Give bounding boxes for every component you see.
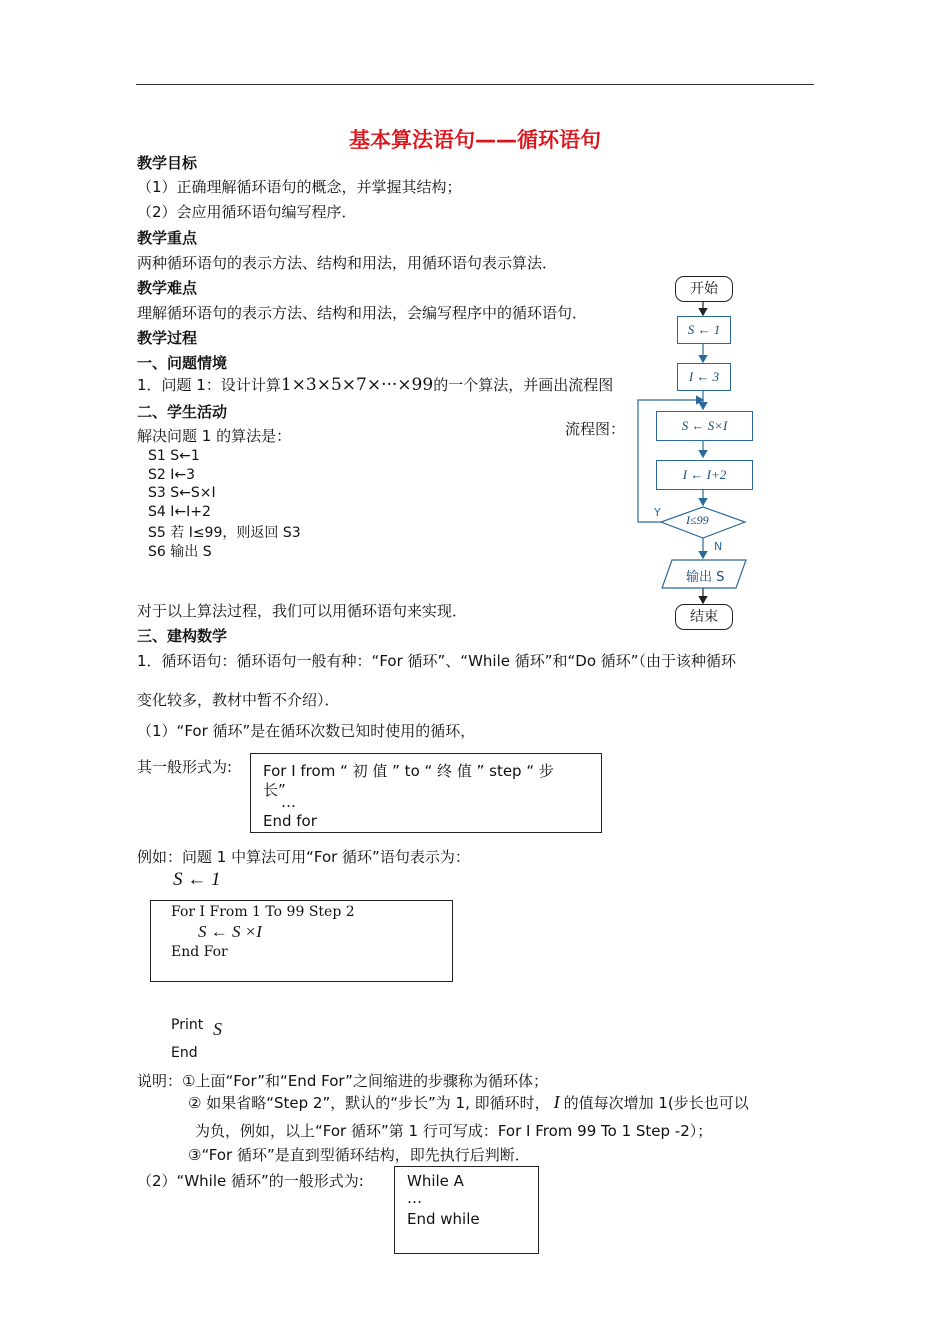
loop-line-1: 1．循环语句：循环语句一般有种：“For 循环”、“While 循环”和“Do 循环”（由于该种循环 [137, 652, 737, 670]
note-1: 说明：①上面“For”和“End For”之间缩进的步骤称为循环体； [137, 1072, 548, 1090]
goal-1: （1）正确理解循环语句的概念，并掌握其结构； [137, 178, 462, 196]
keypoint-text: 两种循环语句的表示方法、结构和用法，用循环语句表示算法． [137, 254, 558, 272]
note-2-var: I [553, 1092, 560, 1112]
process-heading: 教学过程 [137, 329, 198, 347]
step-2: S2 I←3 [148, 466, 196, 483]
part3-heading: 三、建构数学 [137, 627, 228, 645]
for-intro: （1）“For 循环”是在循环次数已知时使用的循环， [137, 722, 476, 740]
flowchart-start: 开始 [675, 276, 733, 302]
for-box-line-4: End for [263, 812, 317, 830]
problem-suffix: 的一个算法，并画出流程图 [433, 376, 614, 394]
for-general-form-box [250, 753, 602, 833]
keypoint-heading: 教学重点 [137, 229, 198, 247]
realize-text: 对于以上算法过程，我们可以用循环语句来实现． [137, 602, 468, 620]
flowchart-yes-label: Y [654, 506, 661, 519]
while-box-line-1: While A [407, 1172, 464, 1190]
note-3: ③“For 循环”是直到型循环结构，即先执行后判断． [188, 1146, 530, 1164]
problem-formula: 1×3×5×7×···×99 [280, 375, 434, 395]
document-title: 基本算法语句——循环语句 [349, 128, 601, 152]
step-4: S4 I←I+2 [148, 503, 211, 520]
for-box-line-1: For I from “ 初 值 ” to “ 终 值 ” step “ 步 [263, 762, 554, 780]
goals-heading: 教学目标 [137, 154, 198, 172]
example-text: 例如：问题 1 中算法可用“For 循环”语句表示为： [137, 848, 470, 866]
difficulty-text: 理解循环语句的表示方法、结构和用法，会编写程序中的循环语句． [137, 304, 588, 322]
code-init: S ← 1 [173, 869, 221, 890]
part1-heading: 一、问题情境 [137, 354, 228, 372]
flowchart-decision-text: I≤99 [686, 513, 709, 527]
flowchart-label: 流程图： [565, 420, 626, 438]
part2-heading: 二、学生活动 [137, 403, 228, 421]
step-3: S3 S←S×I [148, 485, 216, 502]
flowchart-node-increment: I ← I+2 [656, 460, 753, 490]
flowchart-end: 结束 [675, 604, 733, 630]
note-2 [188, 1092, 749, 1113]
while-general-form-box [394, 1166, 539, 1254]
problem-prefix: 1．问题 1：设计计算 [137, 376, 281, 394]
general-form-label: 其一般形式为: [137, 758, 233, 776]
note-2-line-2: 为负，例如，以上“For 循环”第 1 行可写成：For I From 99 To 1 Step -2）； [195, 1122, 713, 1140]
flowchart-node-i-init: I ← 3 [677, 363, 731, 391]
algorithm-steps [148, 448, 301, 560]
while-intro: （2）“While 循环”的一般形式为: [137, 1172, 364, 1190]
code-line-2: S ← S ×I [198, 922, 262, 941]
note-2-a: ② 如果省略“Step 2”，默认的“步长”为 1, 即循环时， [188, 1094, 550, 1112]
solve-text: 解决问题 1 的算法是： [137, 427, 292, 445]
step-6: S6 输出 S [148, 543, 212, 560]
flowchart-node-s-init: S ← 1 [677, 316, 731, 344]
code-line-1: For I From 1 To 99 Step 2 [171, 904, 355, 920]
code-line-3: End For [171, 944, 228, 960]
goal-2: （2）会应用循环语句编写程序． [137, 203, 357, 221]
while-box-line-3: End while [407, 1210, 480, 1228]
flowchart-no-label: N [714, 540, 723, 553]
for-box-line-3: … [281, 793, 296, 811]
note-2-b: 的值每次增加 1(步长也可以 [563, 1094, 749, 1112]
difficulty-heading: 教学难点 [137, 279, 198, 297]
for-example-box [150, 900, 453, 982]
loop-line-2: 变化较多，教材中暂不介绍）． [137, 691, 340, 709]
header-rule [136, 84, 814, 85]
end-word: End [171, 1045, 198, 1061]
step-1: S1 S←1 [148, 448, 200, 464]
problem-line [137, 374, 613, 395]
while-box-line-2: … [407, 1189, 422, 1207]
step-5: S5 若 I≤99，则返回 S3 [148, 525, 301, 542]
for-box-line-2: 长” [263, 781, 286, 799]
print-var: S [213, 1019, 222, 1039]
flowchart-output-text: 输出 S [686, 570, 725, 585]
flowchart-node-multiply: S ← S×I [656, 411, 753, 441]
print-word: Print [171, 1017, 204, 1033]
